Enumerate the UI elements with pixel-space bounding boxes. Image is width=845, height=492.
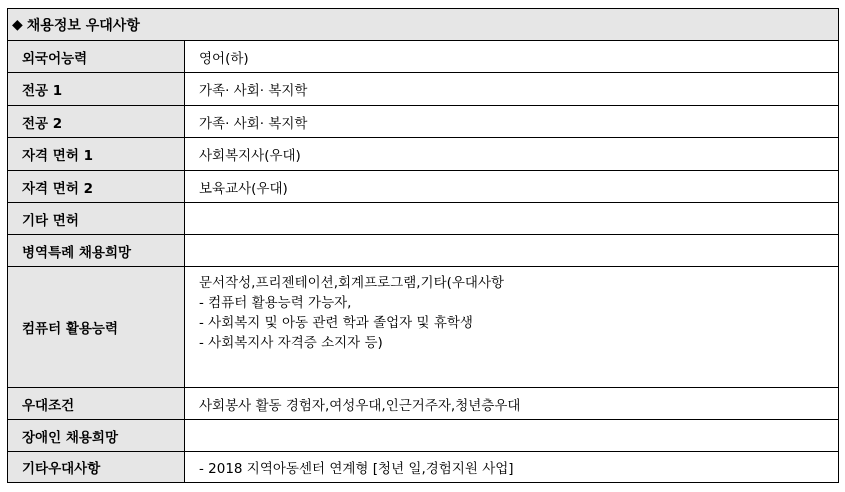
row-label: 컴퓨터 활용능력 (8, 267, 185, 387)
row-label: 외국어능력 (8, 41, 185, 72)
row-value-multiline (185, 267, 838, 387)
table-row-license-1 (8, 138, 838, 171)
row-value: 보육교사(우대) (199, 180, 288, 197)
table-title (8, 9, 838, 41)
row-label: 장애인 채용희망 (8, 420, 185, 451)
row-value: 사회봉사 활동 경험자,여성우대,인근거주자,청년층우대 (199, 397, 521, 414)
diamond-bullet-icon: ◆ (12, 16, 23, 33)
row-value (185, 235, 838, 266)
recruitment-preference-table (7, 8, 839, 483)
row-value: 가족· 사회· 복지학 (199, 115, 308, 132)
table-row-language (8, 41, 838, 73)
table-row-license-2 (8, 171, 838, 203)
row-label: 자격 면허 1 (8, 138, 185, 170)
value-line: - 컴퓨터 활용능력 가능자, (199, 295, 352, 311)
table-row-other-preference (8, 452, 838, 482)
row-label: 기타우대사항 (8, 452, 185, 482)
row-label: 전공 2 (8, 106, 185, 137)
row-label: 우대조건 (8, 388, 185, 419)
table-row-major-2 (8, 106, 838, 138)
table-title-text: 채용정보 우대사항 (26, 17, 140, 34)
row-label: 전공 1 (8, 73, 185, 105)
table-row-major-1 (8, 73, 838, 106)
row-value: - 2018 지역아동센터 연계형 [청년 일,경험지원 사업] (199, 461, 514, 477)
row-label: 자격 면허 2 (8, 171, 185, 202)
table-row-other-license (8, 203, 838, 235)
table-row-preference (8, 388, 838, 420)
row-value: 사회복지사(우대) (199, 148, 301, 164)
row-value: 가족· 사회· 복지학 (199, 83, 308, 99)
value-line: - 사회복지 및 아동 관련 학과 졸업자 및 휴학생 (199, 315, 473, 331)
row-label: 병역특례 채용희망 (8, 235, 185, 266)
value-line: - 사회복지사 자격증 소지자 등) (199, 335, 383, 351)
row-value: 영어(하) (199, 50, 249, 67)
row-value (185, 420, 838, 451)
table-row-computer (8, 267, 838, 388)
table-row-disabled (8, 420, 838, 452)
row-value (185, 203, 838, 234)
value-line: 문서작성,프리젠테이션,회계프로그램,기타(우대사항 (199, 275, 505, 291)
row-label: 기타 면허 (8, 203, 185, 234)
table-row-military (8, 235, 838, 267)
